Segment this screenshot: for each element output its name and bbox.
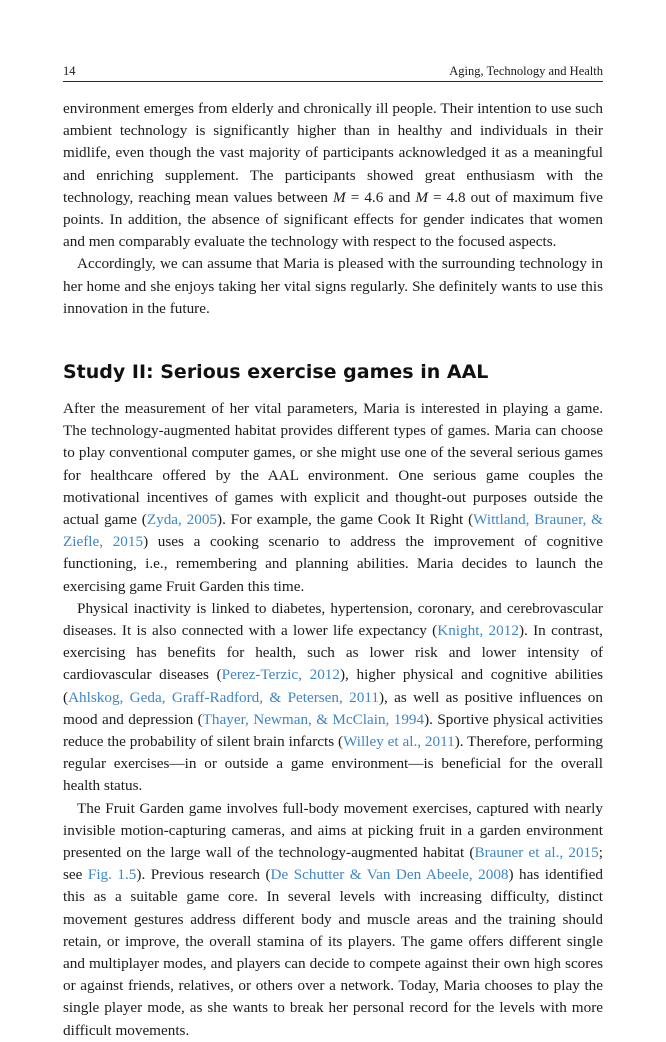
citation-link[interactable]: Knight, 2012: [437, 622, 519, 640]
citation-link[interactable]: Wittland, Brauner, & Ziefle, 2015: [63, 511, 603, 551]
paragraph: [63, 598, 603, 798]
citation-link[interactable]: Willey et al., 2011: [343, 733, 455, 751]
text-run: Physical inactivity is linked to diabetes, hypertension, coronary, and cerebrovascular diseases. It is also connected with a lower life expectancy (: [63, 599, 603, 640]
text-run: ), higher physical and cognitive abilities (: [63, 666, 603, 706]
math-variable: M: [333, 188, 346, 206]
paragraph: [63, 798, 603, 1042]
text-run: ). Previous research (: [136, 866, 271, 884]
paragraph: [63, 98, 603, 253]
page-number: 14: [63, 64, 76, 78]
text-run: ) has identified this as a suitable game core. In several levels with increasing difficulty, distinct movement gestures address different body and muscle areas and the training should retain, or improve, the overall stamina of its players. The game offers different single and multiplayer modes, and players can decide to compete against their own high scores or against friends, relatives, or others over a network. Today, Maria chooses to play the single player mode, as she wants to break her personal record for the levels with more difficult movements.: [63, 866, 603, 1039]
paragraph: [63, 398, 603, 598]
section-two-text: [63, 398, 603, 1042]
text-run: ). Therefore, performing regular exercises—in or outside a game environment—is beneficial for the overall health status.: [63, 733, 604, 795]
text-run: ). Sportive physical activities reduce the probability of silent brain infarcts (: [63, 710, 603, 751]
citation-link[interactable]: Zyda, 2005: [146, 511, 218, 529]
text-run: = 4.8 out of maximum five points. In addition, the absence of significant effects for gender indicates that women and men comparably evaluate the technology with respect to the focused aspects.: [63, 188, 603, 251]
citation-link[interactable]: Ahlskog, Geda, Graff-Radford, & Petersen, 2011: [68, 688, 379, 706]
paragraph: Accordingly, we can assume that Maria is pleased with the surrounding technology in her home and she enjoys taking her vital signs regularly. She definitely wants to use this innovation in the future.: [63, 255, 603, 317]
figure-reference-link[interactable]: Fig. 1.5: [87, 866, 137, 884]
text-run: environment emerges from elderly and chronically ill people. Their intention to use such ambient technology is significantly higher than in healthy and individuals in their midlife, even though the vast majority of participants acknowledged it as a meaningful and enriching supplement. The participants showed great enthusiasm with the technology, reaching mean values between: [63, 100, 603, 206]
running-header: [63, 61, 603, 82]
math-variable: M: [415, 188, 428, 206]
text-run: ), as well as positive influences on mood and depression (: [63, 688, 603, 728]
citation-link[interactable]: Brauner et al., 2015: [474, 844, 599, 862]
section-heading: Study II: Serious exercise games in AAL: [63, 361, 489, 383]
text-run: ) uses a cooking scenario to address the improvement of cognitive functioning, i.e., remembering and planning abilities. Maria decides to launch the exercising game Fruit Garden this time.: [63, 533, 603, 595]
text-run: After the measurement of her vital parameters, Maria is interested in playing a game. The technology-augmented habitat provides different types of games. Maria can choose to play conventional computer games, or she might use one of the several serious games for healthcare offered by the AAL environment. One serious game couples the motivational incentives of games with explicit and thought-out purposes outside the actual game (: [63, 400, 603, 529]
text-run: = 4.6 and: [345, 188, 416, 206]
text-run: ). In contrast, exercising has benefits for health, such as lower risk and lower intensity of cardiovascular diseases (: [63, 622, 603, 684]
text-run: ). For example, the game Cook It Right (: [217, 511, 474, 529]
citation-link[interactable]: De Schutter & Van Den Abeele, 2008: [270, 866, 509, 884]
citation-link[interactable]: Perez-Terzic, 2012: [221, 666, 340, 684]
text-run: The Fruit Garden game involves full-body movement exercises, captured with nearly invisible motion-capturing cameras, and aims at picking fruit in a garden environment presented on the large wall of the technology-augmented habitat (: [63, 799, 603, 862]
text-run: ; see: [63, 844, 603, 884]
citation-link[interactable]: Thayer, Newman, & McClain, 1994: [202, 710, 425, 728]
section-one-text: [63, 98, 603, 320]
running-title: Aging, Technology and Health: [449, 64, 603, 78]
